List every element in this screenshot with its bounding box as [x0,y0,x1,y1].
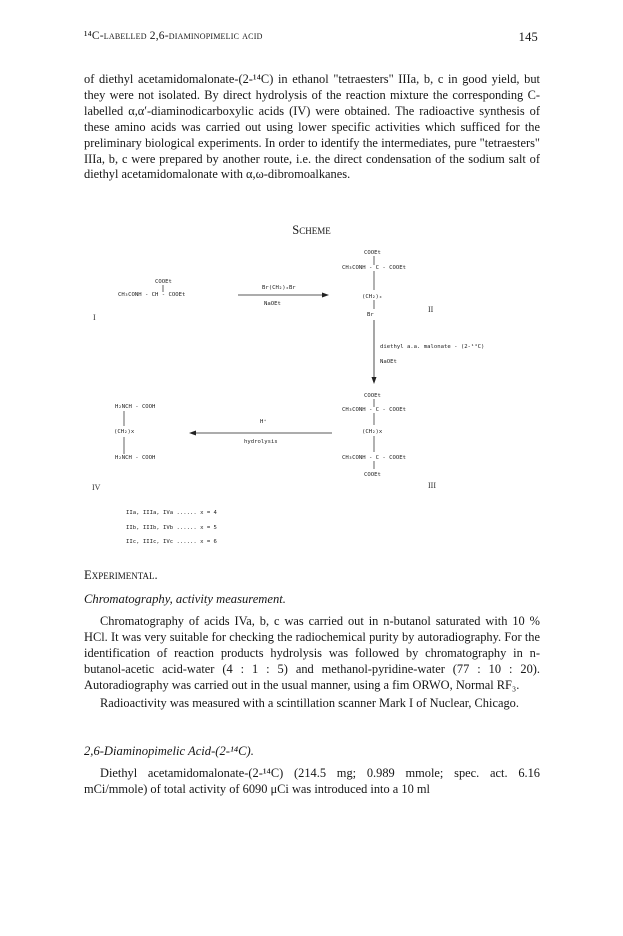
compound-ii [342,250,434,318]
compound-ii-chain: (CH₂)ₓ [362,294,383,300]
section-chromatography-title: Chromatography, activity measurement. [84,592,286,606]
running-title: ¹⁴C-labelled 2,6-diaminopimelic acid [84,30,263,42]
arrow1-above: Br(CH₂)ₓBr [262,285,296,291]
legend-line-b: IIb, IIIb, IVb ...... x = 5 [126,525,217,531]
compound-iii-top: COOEt [364,393,381,399]
compound-iii-label: III [428,481,436,490]
intro-paragraph: of diethyl acetamidomalonate-(2-¹⁴C) in ethanol "tetraesters" IIIa, b, c in good yield, but they were not isolated. By direct hydrolysis of the reaction mixture the corresponding C-labelled α,α′-diaminodicarboxylic acids (IV) were obtained. The radioactive synthesis of these amino acids was carried out using lower specific activities which sufficed for the preliminary biological experiments. In order to identify the intermediates, pure "tetraesters" IIIa, b, c were prepared by another route, i.e. the direct condensation of the sodium salt of diethyl acetamidomalonate with α,ω-dibromoalkanes. [84,72,540,182]
page-number: 145 [518,30,538,44]
compound-iv-upper: H₂NCH - COOH [115,404,156,410]
chromatography-paragraph: Chromatography of acids IVa, b, c was carried out in n-butanol saturated with 10 % HCl. It was very suitable for checking the radiochemical purity by autoradiography. For the identification of reaction products hydrolysis was followed by chromatography in n-butanol-acetic acid-water (4 : 1 : 5) and methanol-pyridine-water (77 : 10 : 20). Autoradiography was carried out in the usual manner, using a fim ORWO, Normal RF₃. [84,614,540,692]
arrow2-reagent: diethyl a.a. malonate - (2-¹⁴C) [380,344,485,350]
compound-ii-label: II [428,305,434,314]
compound-ii-top: COOEt [364,250,381,256]
radioactivity-paragraph: Radioactivity was measured with a scintillation scanner Mark I of Nuclear, Chicago. [100,696,519,710]
compound-i-top: COOEt [155,279,172,285]
compound-ii-end: Br [367,312,374,318]
legend-line-c: IIc, IIIc, IVc ...... x = 6 [126,539,217,545]
compound-iv [92,404,155,492]
arrow3-above: H⁺ [260,419,267,425]
compound-iv-chain: (CH₂)x [114,429,135,435]
compound-ii-main: CH₃CONH - C - COOEt [342,265,406,271]
legend-line-a: IIa, IIIa, IVa ...... x = 4 [126,510,217,516]
compound-iii-lower: CH₃CONH - C - COOEt [342,455,406,461]
compound-i-label: I [93,313,96,322]
arrow-condensation [372,320,485,384]
arrow3-below: hydrolysis [244,439,278,445]
arrow-alkylation [238,285,329,307]
experimental-heading: Experimental. [84,568,158,582]
compound-i-main: CH₃CONH - CH - COOEt [118,292,186,298]
section-dap-title: 2,6-Diaminopimelic Acid-(2-¹⁴C). [84,744,254,758]
reaction-scheme [0,240,623,560]
compound-i [93,279,185,322]
compound-iii-chain: (CH₂)x [362,429,383,435]
compound-iv-lower: H₂NCH - COOH [115,455,156,461]
scheme-legend [126,510,218,545]
arrow2-base: NaOEt [380,359,397,365]
arrow1-below: NaOEt [264,301,281,307]
running-head [84,30,538,45]
compound-iv-label: IV [92,483,101,492]
dap-synthesis-paragraph: Diethyl acetamidomalonate-(2-¹⁴C) (214.5 mg; 0.989 mmole; spec. act. 6.16 mCi/mmole) of total activity of 6090 μCi was introduced into a 10 ml [84,766,540,796]
compound-iii [342,393,436,490]
compound-iii-upper: CH₃CONH - C - COOEt [342,407,406,413]
compound-iii-bottom: COOEt [364,472,381,478]
scheme-title: Scheme [292,223,331,237]
arrow-hydrolysis [189,419,332,445]
